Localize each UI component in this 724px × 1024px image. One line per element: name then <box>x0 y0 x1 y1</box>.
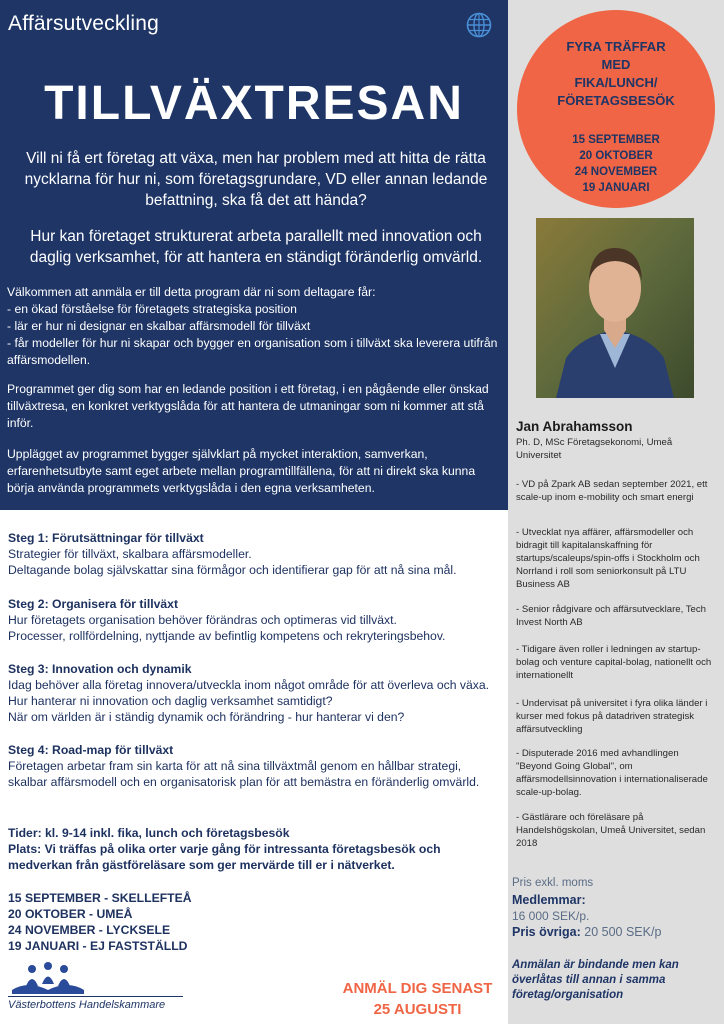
logo <box>8 960 183 1018</box>
badge-line: FIKA/LUNCH/ <box>574 75 658 90</box>
price-note: Pris exkl. moms <box>512 877 594 889</box>
meetings-badge-dates <box>517 132 715 196</box>
step-block <box>8 596 503 644</box>
binding-note: Anmälan är bindande men kan överlåtas till annan i samma företag/organisation <box>512 959 679 1001</box>
speaker-degree: Ph. D, MSc Företagsekonomi, Umeå Universitet <box>516 437 673 461</box>
time-line: Tider: kl. 9-14 inkl. fika, lunch och företagsbesök <box>8 826 290 840</box>
registration-deadline <box>330 978 505 1020</box>
deadline-label: ANMÄL DIG SENAST <box>342 980 493 997</box>
badge-date: 19 JANUARI <box>582 182 650 194</box>
section-label: Affärsutveckling <box>8 12 160 35</box>
step-line: Deltagande bolag självskattar sina förmågor och identifierar gap för att nå sina mål. <box>8 563 457 577</box>
step-line: När om världen är i ständig dynamik och förändring - hur hanterar vi den? <box>8 710 405 724</box>
price-others-value: 20 500 SEK/p <box>584 925 662 939</box>
step-block <box>8 530 503 578</box>
step-block <box>8 742 503 790</box>
step-title: Steg 2: Organisera för tillväxt <box>8 597 179 611</box>
intro-question: Vill ni få ert företag att växa, men har problem med att hitta de rätta nycklarna för hur ni, som företagsgrundare, VD eller annan ledande befattning, ska få det att hända? <box>24 150 488 209</box>
price-others-label: Pris övriga: <box>512 925 581 939</box>
speaker-bullet: - VD på Zpark AB sedan september 2021, ett scale-up inom e-mobility och smart energi <box>516 479 708 503</box>
step-line: Idag behöver alla företag innovera/utveckla inom något område för att överleva och växa. Hur hanterar ni innovation och daglig verksamhet samtidigt? <box>8 678 490 708</box>
step-title: Steg 3: Innovation och dynamik <box>8 662 192 676</box>
badge-line: MED <box>601 57 631 72</box>
meetings-badge-title <box>517 38 715 110</box>
session-dates <box>8 890 308 954</box>
session-date: 15 SEPTEMBER - SKELLEFTEÅ <box>8 891 192 905</box>
hero-panel <box>0 0 508 510</box>
speaker-bullet: - Disputerade 2016 med avhandlingen "Beyond Going Global", om affärsmodellsinnovation i internationaliserade scale-up-bolag. <box>516 748 708 798</box>
badge-line: FÖRETAGSBESÖK <box>557 93 675 108</box>
badge-date: 15 SEPTEMBER <box>572 134 660 146</box>
program-description: Programmet ger dig som har en ledande position i ett företag, i en pågående eller önskad tillväxtresa, en konkret verktygslåda för att hantera de utmaningar som ni kommer att stå inför. <box>7 382 489 430</box>
meetings-badge <box>517 10 715 208</box>
speaker-bullet: - Gästlärare och föreläsare på Handelshögskolan, Umeå Universitet, sedan 2018 <box>516 812 706 849</box>
price-members-value: 16 000 SEK/p. <box>512 909 590 923</box>
speaker-photo <box>536 218 694 398</box>
price-members-label: Medlemmar: <box>512 893 586 907</box>
badge-date: 24 NOVEMBER <box>574 166 658 178</box>
step-line: Processer, rollfördelning, nyttjande av befintlig kompetens och rekryteringsbehov. <box>8 629 446 643</box>
session-date: 20 OKTOBER - UMEÅ <box>8 907 133 921</box>
welcome-line: - lär er hur ni designar en skalbar affärsmodell för tillväxt <box>7 319 311 333</box>
intro-statement: Hur kan företaget strukturerat arbeta parallellt med innovation och daglig verksamhet, för att hantera en ständigt föränderlig omvärld. <box>29 228 483 266</box>
logo-text: Västerbottens Handelskammare <box>8 996 183 1011</box>
speaker-photo-illustration <box>536 218 694 398</box>
program-layout: Upplägget av programmet bygger självklart på mycket interaktion, samverkan, erfarenhetsutbyte samt eget arbete mellan programtillfällena, för att ni direkt ska kunna börja använda programmets verktygslåda i den egna verksamheten. <box>7 447 476 495</box>
deadline-date: 25 AUGUSTI <box>373 1001 462 1018</box>
step-block <box>8 661 503 725</box>
step-line: Strategier för tillväxt, skalbara affärsmodeller. <box>8 547 252 561</box>
badge-date: 20 OKTOBER <box>579 150 653 162</box>
session-date: 19 JANUARI - EJ FASTSTÄLLD <box>8 939 188 953</box>
speaker-bullet: - Senior rådgivare och affärsutvecklare, Tech Invest North AB <box>516 604 707 628</box>
welcome-line: Välkommen att anmäla er till detta program där ni som deltagare får: <box>7 285 376 299</box>
speaker-name: Jan Abrahamsson <box>516 419 633 434</box>
welcome-line: - får modeller för hur ni skapar och bygger en organisation som i tillväxt ska leverera utifrån affärsmodellen. <box>7 336 498 367</box>
session-date: 24 NOVEMBER - LYCKSELE <box>8 923 171 937</box>
step-title: Steg 1: Förutsättningar för tillväxt <box>8 531 204 545</box>
page-title: TILLVÄXTRESAN <box>44 77 464 130</box>
time-and-place <box>8 825 503 873</box>
speaker-bullet: - Undervisat på universitet i fyra olika länder i kurser med fokus på datadriven strategisk affärsutveckling <box>516 698 708 735</box>
welcome-list <box>7 284 499 369</box>
chamber-logo-icon <box>8 960 88 996</box>
place-line: Plats: Vi träffas på olika orter varje gång för intressanta företagsbesök och medverkan från gästföreläsare som ger mervärde till er i nätverket. <box>8 842 441 872</box>
speaker-bullet: - Tidigare även roller i ledningen av startup-bolag och venture capital-bolag, nationellt och internationellt <box>516 644 712 681</box>
step-title: Steg 4: Road-map för tillväxt <box>8 743 174 757</box>
price-others <box>512 925 717 939</box>
badge-line: FYRA TRÄFFAR <box>566 39 666 54</box>
globe-icon[interactable] <box>466 12 492 38</box>
welcome-line: - en ökad förståelse för företagets strategiska position <box>7 302 297 316</box>
speaker-bullet: - Utvecklat nya affärer, affärsmodeller och bidragit till kapitalanskaffning för startups/scaleups/spin-offs i Stockholm och Norrland i roll som seniorkonsult på LTU Business AB <box>516 527 700 590</box>
step-line: Hur företagets organisation behöver förändras och optimeras vid tillväxt. <box>8 613 397 627</box>
step-line: Företagen arbetar fram sin karta för att nå sina tillväxtmål genom en hållbar strategi, skalbar affärsmodell och en organisatorisk plan för att bemästra en föränderlig omvärld. <box>8 759 480 789</box>
